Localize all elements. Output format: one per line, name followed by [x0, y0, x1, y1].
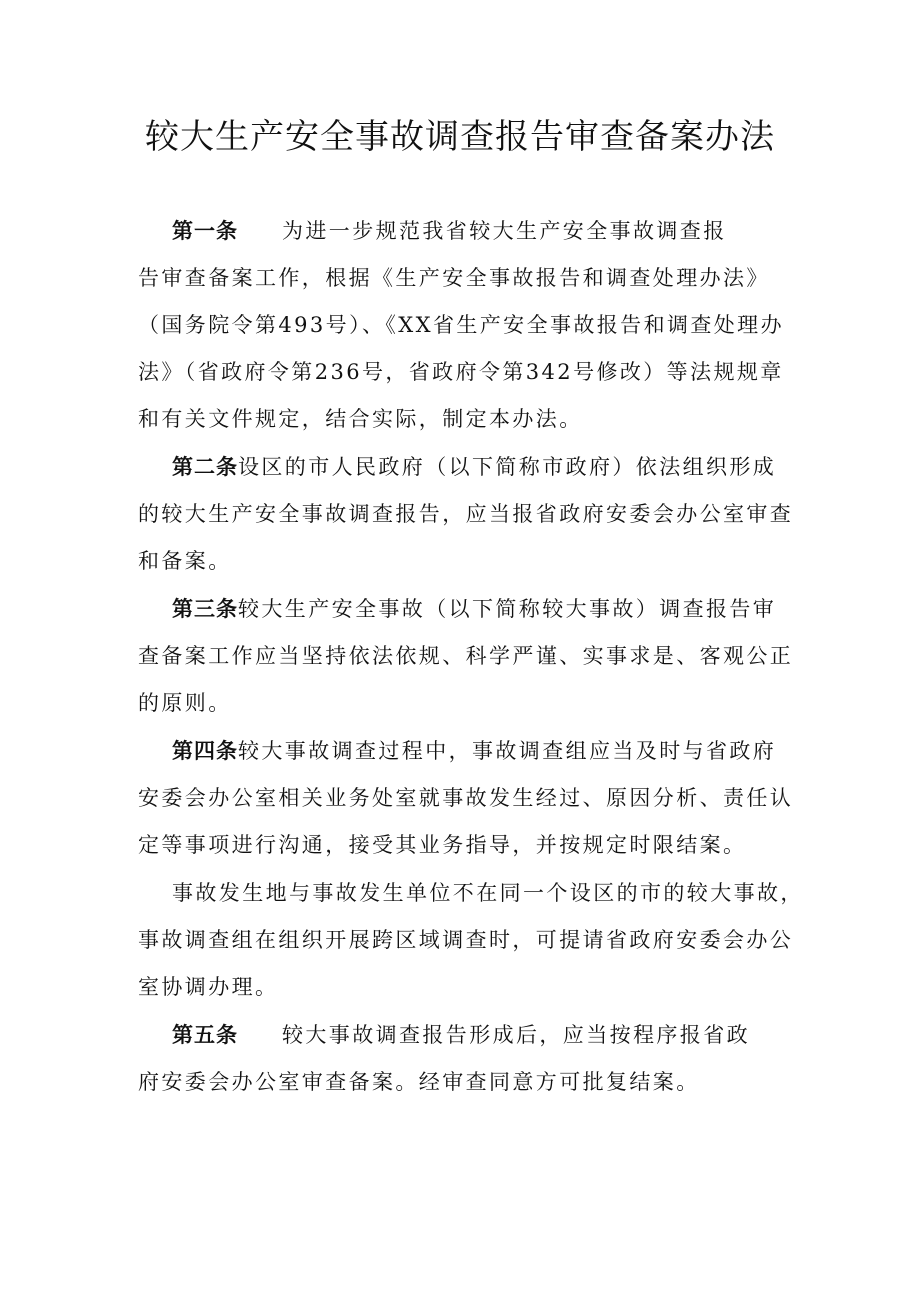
article-3-line-1: [138, 586, 788, 633]
article-4-para2-text-1: 事故发生地与事故发生单位不在同一个设区的市的较大事故，: [172, 881, 804, 905]
article-3-label: 第三条: [172, 597, 238, 621]
article-2: [138, 444, 794, 585]
article-4-line-1: [138, 728, 788, 775]
article-4-para2-line-2: 事故调查组在组织开展跨区域调查时，可提请省政府安委会办公: [138, 928, 794, 952]
article-1: [138, 208, 788, 443]
article-1-label: 第一条: [172, 219, 238, 243]
article-2-line-2: 的较大生产安全事故调查报告，应当报省政府安委会办公室审查: [138, 502, 794, 526]
article-4-para2-line-1: [138, 870, 804, 917]
document-title: 较大生产安全事故调查报告审查备案办法: [145, 117, 775, 157]
article-5-label: 第五条: [172, 1023, 238, 1047]
article-4-line-2: 安委会办公室相关业务处室就事故发生经过、原因分析、责任认: [138, 786, 794, 810]
article-2-line-1: [138, 444, 788, 491]
document-body: [138, 208, 804, 1107]
article-1-text-1: 为进一步规范我省较大生产安全事故调查报: [282, 219, 727, 243]
article-5: [138, 1012, 788, 1106]
article-1-line-4: 法》（省政府令第236号，省政府令第342号修改）等法规规章: [138, 360, 784, 384]
article-1-line-3: （国务院令第493号）、《XX省生产安全事故报告和调查处理办: [138, 313, 784, 337]
article-4-label: 第四条: [172, 739, 238, 763]
article-1-line-2: 告审查备案工作，根据《生产安全事故报告和调查处理办法》: [138, 266, 770, 290]
article-1-line-1: [138, 208, 788, 255]
article-5-text-1: 较大事故调查报告形成后，应当按程序报省政: [282, 1023, 750, 1047]
article-3-text-1: 较大生产安全事故（以下简称较大事故）调查报告审: [238, 597, 777, 621]
article-4-line-3: 定等事项进行沟通，接受其业务指导，并按规定时限结案。: [138, 833, 747, 857]
article-3-line-2: 查备案工作应当坚持依法依规、科学严谨、实事求是、客观公正: [138, 644, 794, 668]
article-5-line-1: [138, 1012, 788, 1059]
article-1-line-5: 和有关文件规定，结合实际，制定本办法。: [138, 407, 583, 431]
article-5-line-2: 府安委会办公室审查备案。经审查同意方可批复结案。: [138, 1070, 700, 1094]
article-4: [138, 728, 794, 869]
article-2-text-1: 设区的市人民政府（以下简称市政府）依法组织形成: [238, 455, 777, 479]
article-4-paragraph-2: [138, 870, 804, 1011]
article-3: [138, 586, 794, 727]
article-2-label: 第二条: [172, 455, 238, 479]
article-4-text-1: 较大事故调查过程中，事故调查组应当及时与省政府: [238, 739, 777, 763]
article-3-line-3: 的原则。: [138, 691, 232, 715]
article-2-line-3: 和备案。: [138, 549, 232, 573]
article-4-para2-line-3: 室协调办理。: [138, 975, 279, 999]
